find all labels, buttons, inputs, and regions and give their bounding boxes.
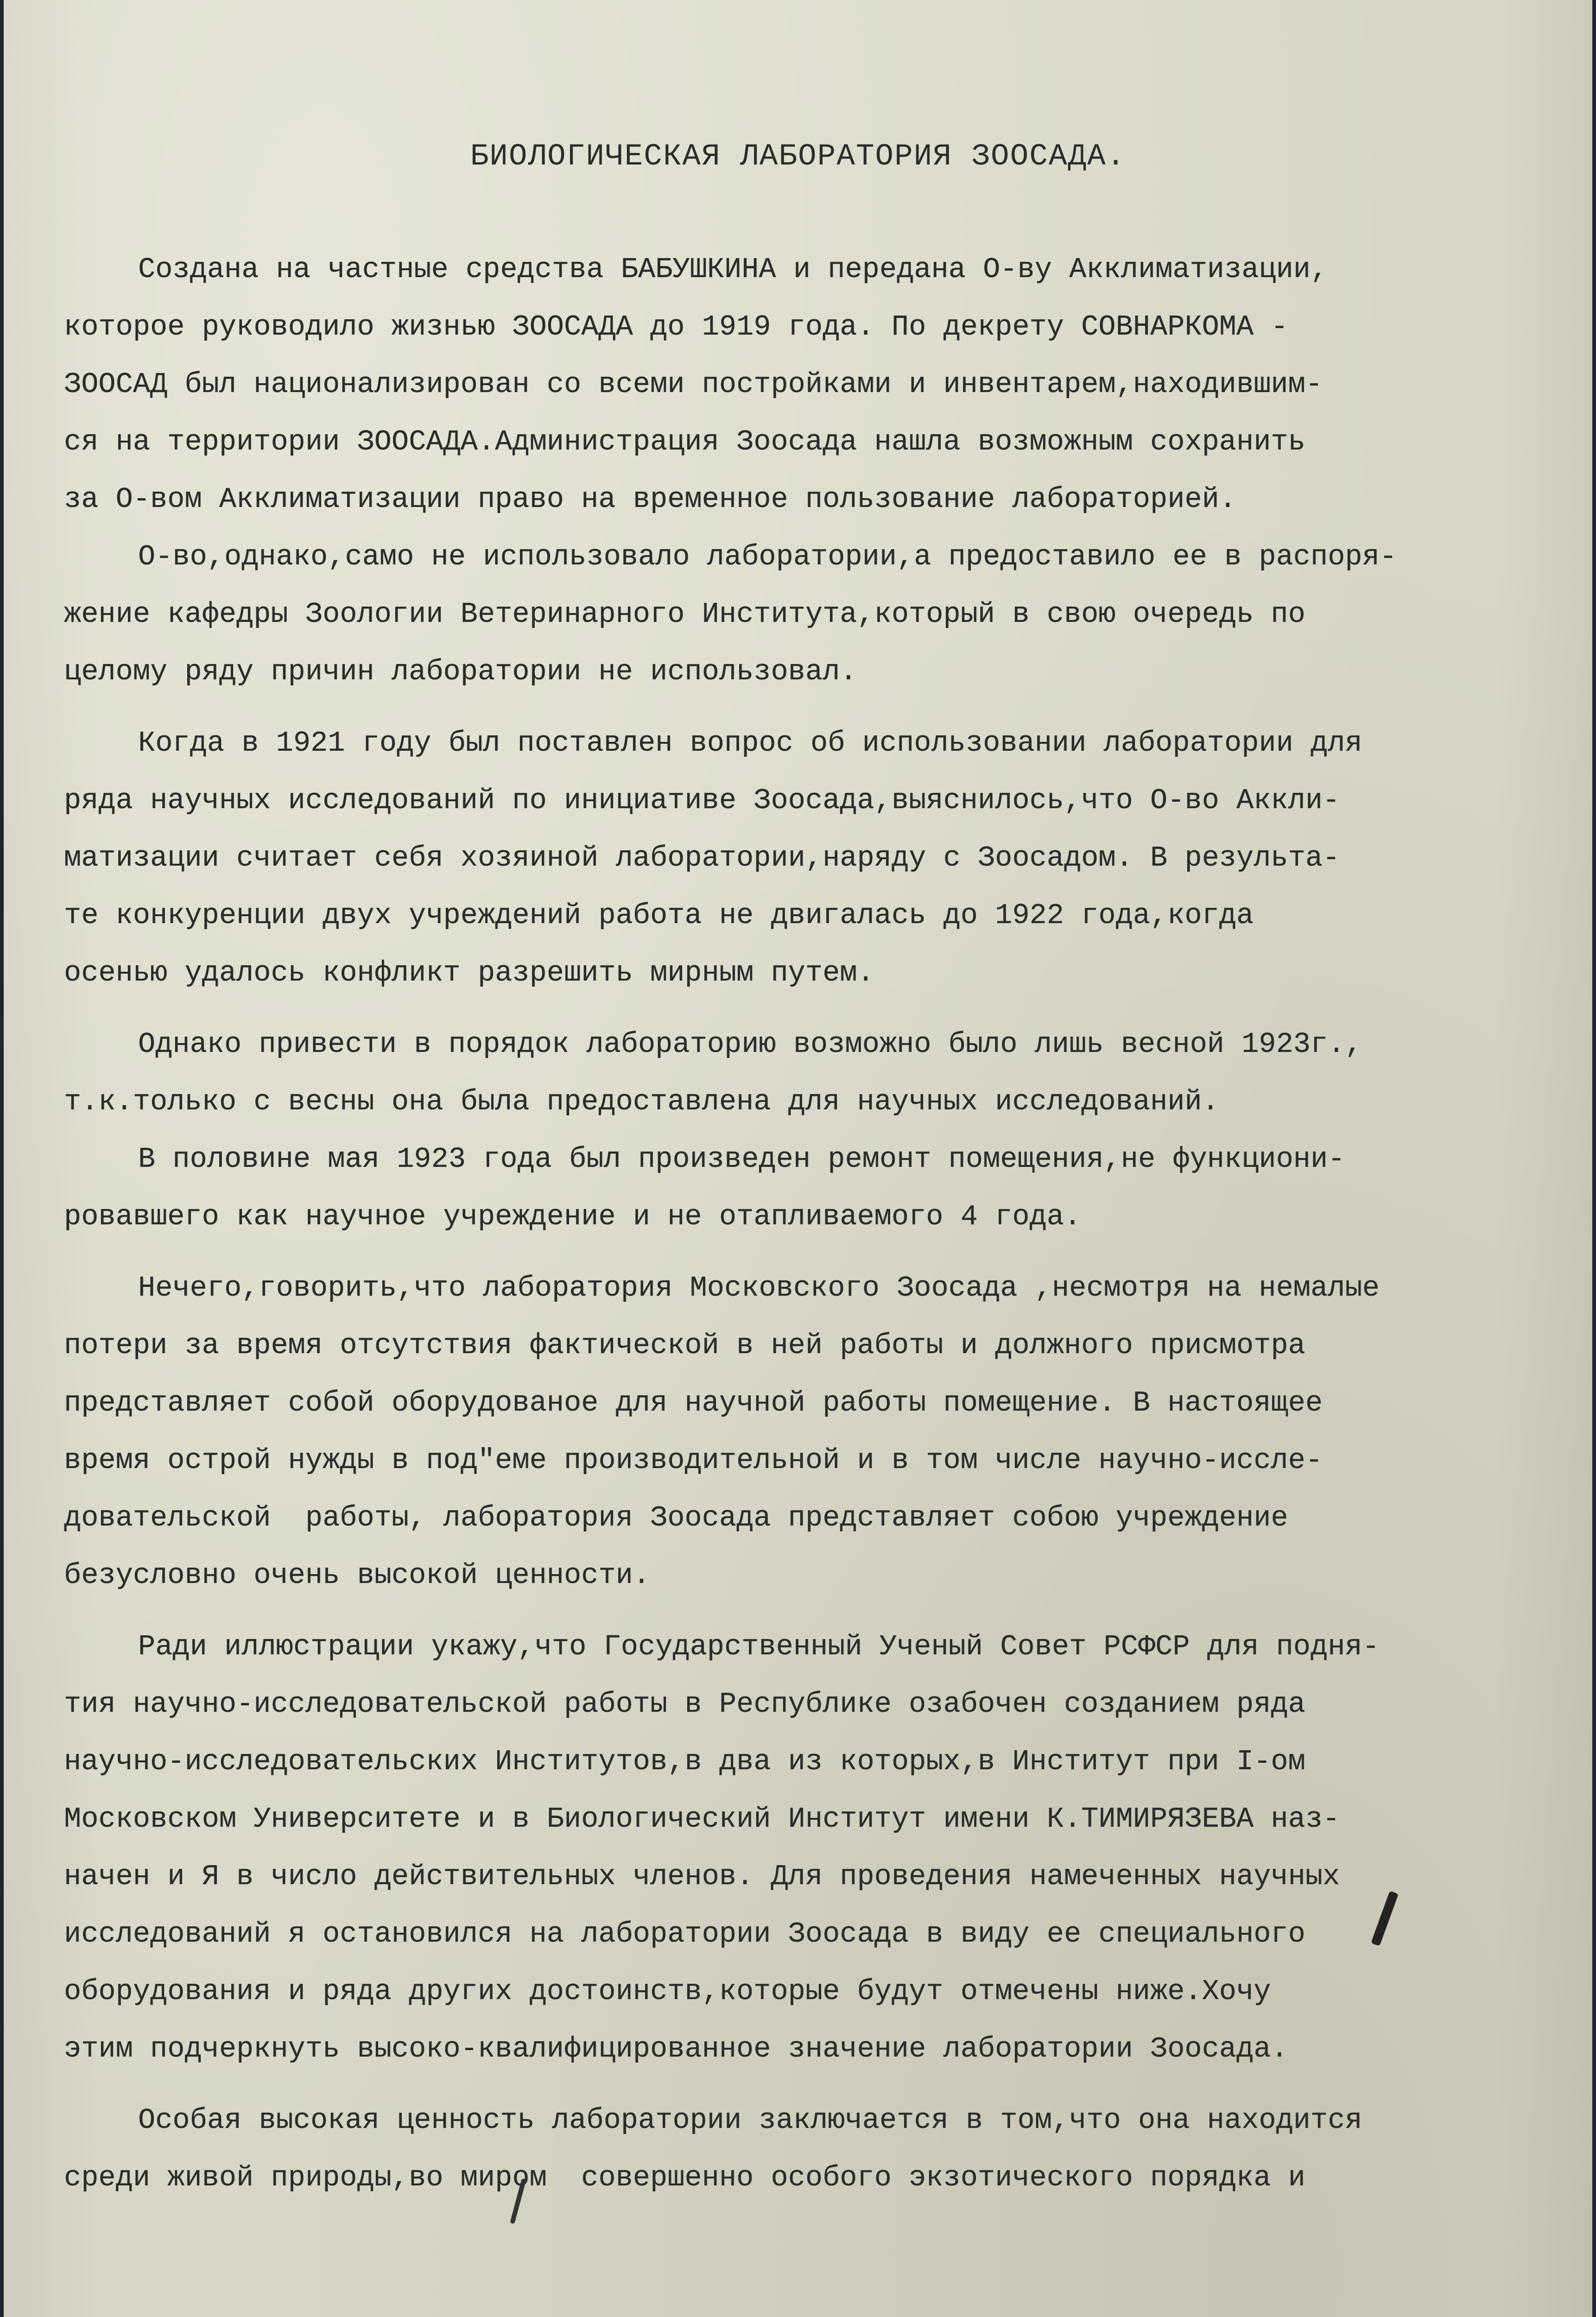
text-line: Московском Университете и в Биологический Институт имени К.ТИМИРЯЗЕВА наз- — [64, 1803, 1340, 1836]
text-line: оборудования и ряда других достоинств,которые будут отмечены ниже.Хочу — [64, 1975, 1271, 2008]
text-line: представляет собой оборудованое для научной работы помещение. В настоящее — [64, 1386, 1323, 1419]
text-line: этим подчеркнуть высоко-квалифицированное значение лаборатории Зоосада. — [64, 2032, 1288, 2065]
text-line: жение кафедры Зоологии Ветеринарного Института,который в свою очередь по — [64, 598, 1305, 631]
text-line: научно-исследовательских Институтов,в два из которых,в Институт при I-ом — [64, 1745, 1305, 1778]
text-line: время острой нужды в под"еме производительной и в том числе научно-иссле- — [64, 1444, 1323, 1477]
text-line: исследований я остановился на лаборатории Зоосада в виду ее специального — [64, 1918, 1305, 1950]
text-line: ровавшего как научное учреждение и не отапливаемого 4 года. — [64, 1200, 1082, 1233]
text-line: целому ряду причин лаборатории не использовал. — [64, 655, 857, 688]
text-line: Однако привести в порядок лабораторию возможно было лишь весной 1923г., — [138, 1028, 1362, 1061]
text-line: потери за время отсутствия фактической в ней работы и должного присмотра — [64, 1329, 1305, 1362]
text-line: тия научно-исследовательской работы в Республике озабочен созданием ряда — [64, 1688, 1305, 1721]
text-line: за О-вом Акклиматизации право на временное пользование лабораторией. — [64, 483, 1237, 516]
text-line: т.к.только с весны она была предоставлена для научных исследований. — [64, 1085, 1219, 1118]
text-line: начен и Я в число действительных членов. Для проведения намеченных научных — [64, 1860, 1340, 1893]
text-line: безусловно очень высокой ценности. — [64, 1559, 651, 1592]
text-line: те конкуренции двух учреждений работа не двигалась до 1922 года,когда — [64, 899, 1254, 932]
text-line: среди живой природы,во миром совершенно особого экзотического порядка и — [64, 2161, 1305, 2194]
text-line: которое руководило жизнью ЗООСАДА до 1919 года. По декрету СОВНАРКОМА - — [64, 310, 1288, 343]
text-line: ся на территории ЗООСАДА.Администрация Зоосада нашла возможным сохранить — [64, 425, 1305, 458]
text-line: О-во,однако,само не использовало лаборатории,а предоставило ее в распоря- — [138, 540, 1397, 573]
text-line: довательской работы, лаборатория Зоосада представляет собою учреждение — [64, 1501, 1288, 1534]
text-line: ЗООСАД был национализирован со всеми постройками и инвентарем,находившим- — [64, 368, 1323, 401]
text-line: ряда научных исследований по инициативе Зоосада,выяснилось,что О-во Аккли- — [64, 784, 1340, 817]
text-line: Когда в 1921 году был поставлен вопрос об использовании лаборатории для — [138, 727, 1362, 760]
text-line: Создана на частные средства БАБУШКИНА и передана О-ву Акклиматизации, — [138, 253, 1328, 286]
text-line: матизации считает себя хозяиной лаборатории,наряду с Зоосадом. В результа- — [64, 842, 1340, 874]
document-page — [4, 0, 1592, 2317]
text-line: Нечего,говорить,что лаборатория Московского Зоосада ,несмотря на немалые — [138, 1272, 1380, 1304]
text-line: осенью удалось конфликт разрешить мирным путем. — [64, 956, 874, 989]
document-title: БИОЛОГИЧЕСКАЯ ЛАБОРАТОРИЯ ЗООСАДА. — [470, 139, 1126, 174]
text-line: В половине мая 1923 года был произведен ремонт помещения,не функциони- — [138, 1143, 1345, 1176]
text-line: Ради иллюстрации укажу,что Государственный Ученый Совет РСФСР для подня- — [138, 1630, 1380, 1663]
document-body — [64, 241, 1538, 2207]
text-line: Особая высокая ценность лаборатории заключается в том,что она находится — [138, 2104, 1362, 2137]
